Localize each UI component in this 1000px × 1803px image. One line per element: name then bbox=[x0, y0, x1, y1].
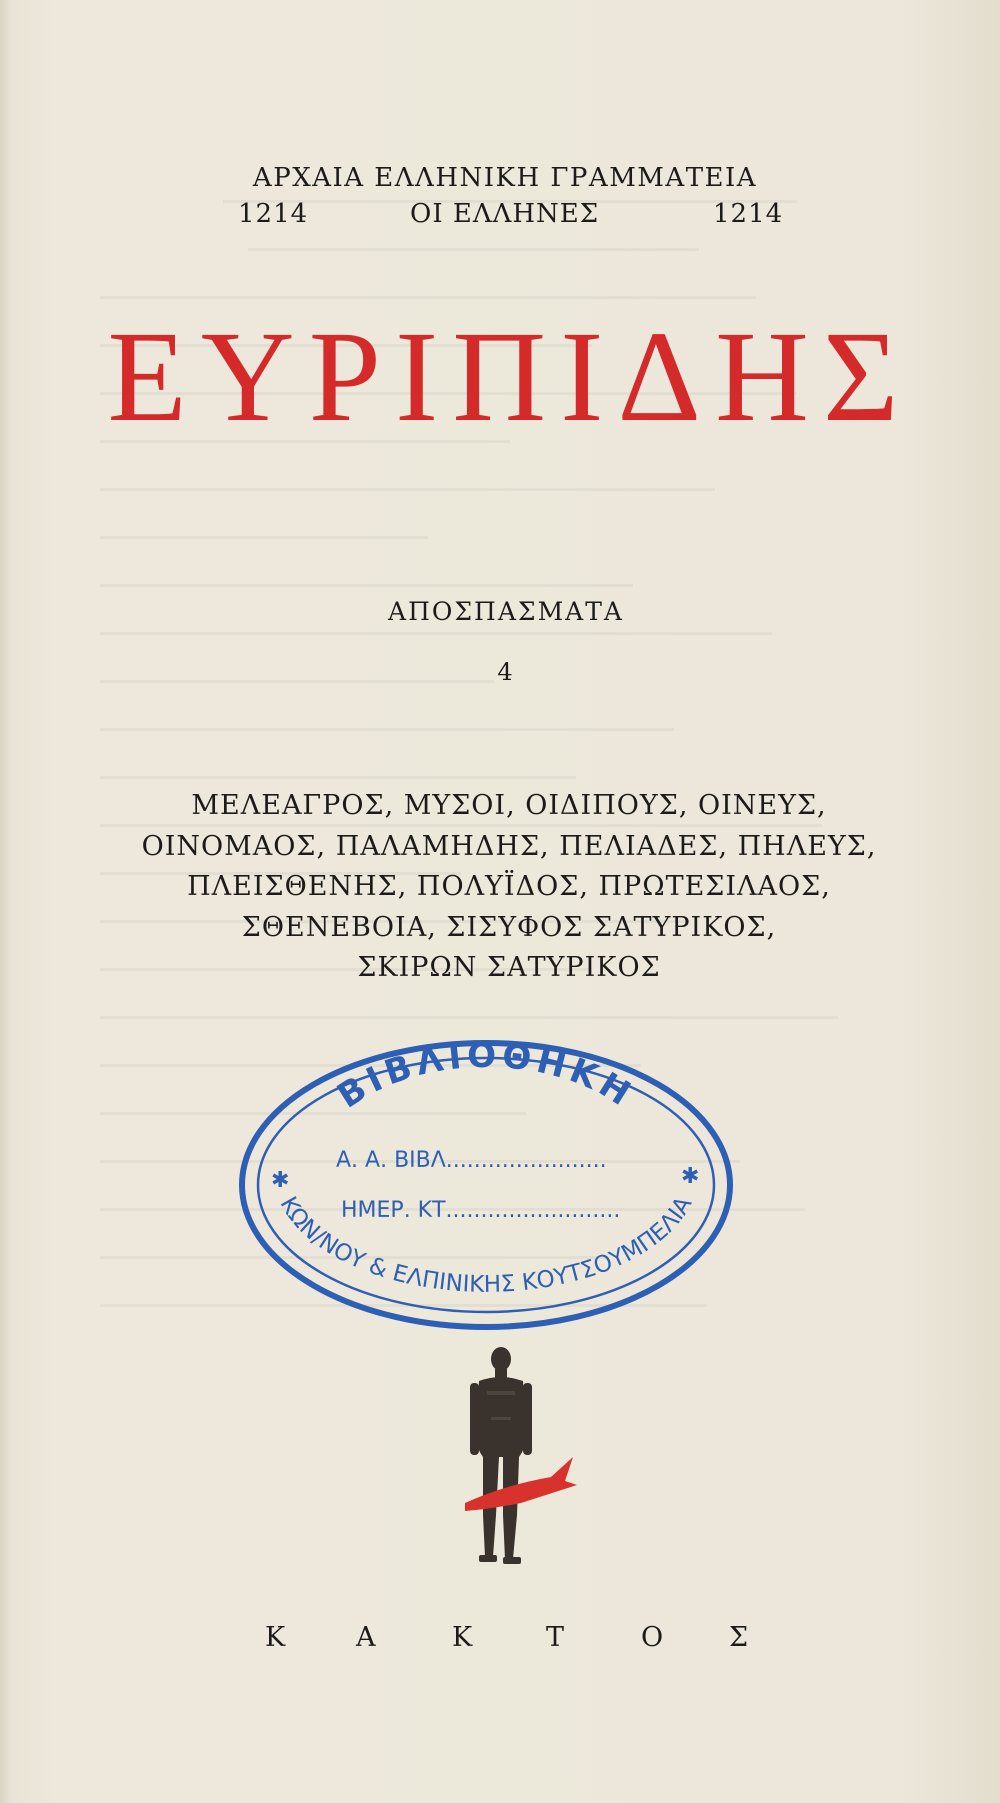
stamp-line-2: ΗΜΕΡ. ΚΤ......................... bbox=[341, 1198, 621, 1223]
series-number-right: 1214 bbox=[713, 199, 784, 229]
publisher-letter: Ο bbox=[641, 1622, 664, 1653]
series-title: ΑΡΧΑΙΑ ΕΛΛΗΝΙΚΗ ΓΡΑΜΜΑΤΕΙΑ bbox=[252, 163, 758, 193]
series-number-left: 1214 bbox=[238, 199, 309, 229]
stamp-top-text: ΒΙΒΛΙΟΘΗΚΗ bbox=[330, 1035, 642, 1117]
stamp-star-icon: ✱ bbox=[681, 1164, 700, 1189]
kouros-statue-icon bbox=[465, 1345, 580, 1585]
contents-line: ΟΙΝΟΜΑΟΣ, ΠΑΛΑΜΗΔΗΣ, ΠΕΛΙΑΔΕΣ, ΠΗΛΕΥΣ, bbox=[141, 830, 877, 862]
contents-line: ΠΛΕΙΣΘΕΝΗΣ, ΠΟΛΥΪΔΟΣ, ΠΡΩΤΕΣΙΛΑΟΣ, bbox=[187, 871, 831, 902]
volume-number: 4 bbox=[497, 658, 513, 686]
library-stamp bbox=[236, 1035, 736, 1335]
series-subtitle: ΟΙ ΕΛΛΗΝΕΣ bbox=[410, 199, 600, 229]
stamp-bottom-text: ΚΩΝ/ΝΟΥ & ΕΛΠΙΝΙΚΗΣ ΚΟΥΤΣΟΥΜΠΕΛΙΑ bbox=[274, 1192, 698, 1298]
contents-line: ΣΘΕΝΕΒΟΙΑ, ΣΙΣΥΦΟΣ ΣΑΤΥΡΙΚΟΣ, bbox=[241, 911, 777, 943]
publisher-letter: Σ bbox=[729, 1622, 749, 1653]
work-title: ΑΠΟΣΠΑΣΜΑΤΑ bbox=[388, 597, 624, 626]
red-ribbon bbox=[465, 1457, 577, 1511]
contents-list bbox=[0, 786, 1000, 989]
stamp-star-icon: ✱ bbox=[271, 1168, 290, 1193]
stamp-line-1: Α. Α. ΒΙΒΛ....................... bbox=[336, 1148, 607, 1173]
publisher-letter: Τ bbox=[546, 1622, 565, 1653]
publisher-letter: Κ bbox=[265, 1622, 286, 1653]
author-name: ΕΥΡΙΠΙΔΗΣ bbox=[107, 305, 913, 449]
publisher-letter: Α bbox=[356, 1622, 376, 1653]
publisher-letter: Κ bbox=[452, 1622, 473, 1653]
contents-line: ΣΚΙΡΩΝ ΣΑΤΥΡΙΚΟΣ bbox=[357, 952, 661, 983]
contents-line: ΜΕΛΕΑΓΡΟΣ, ΜΥΣΟΙ, ΟΙΔΙΠΟΥΣ, ΟΙΝΕΥΣ, bbox=[191, 790, 827, 821]
